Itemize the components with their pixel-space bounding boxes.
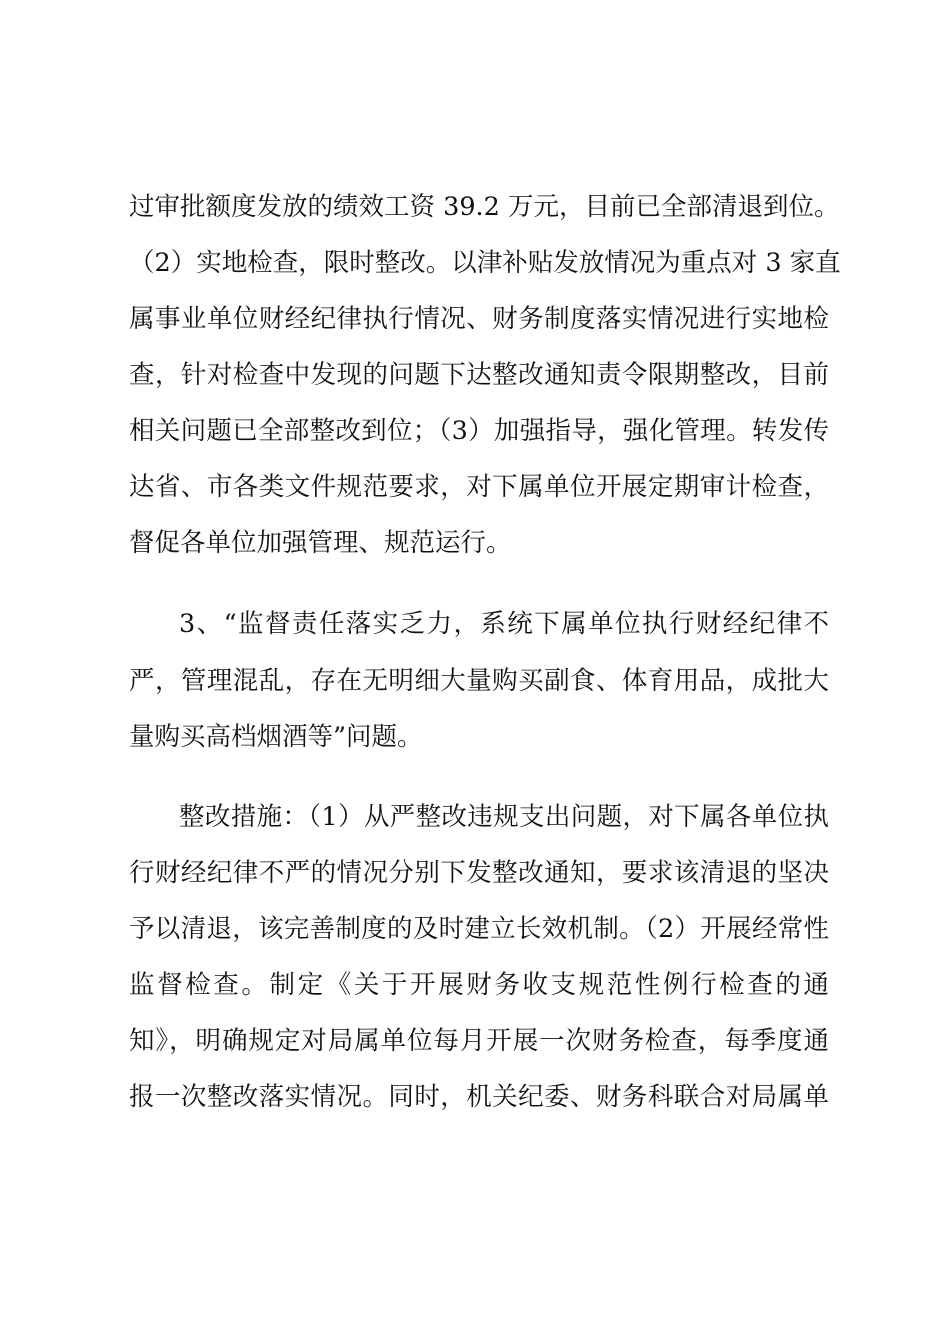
text-line-7: 督促各单位加强管理、规范运行。 (129, 528, 512, 558)
text-line-6: 达省、市各类文件规范要求，对下属单位开展定期审计检查， (129, 472, 829, 502)
text-line-11: 整改措施：（1）从严整改违规支出问题，对下属各单位执 (179, 802, 829, 832)
text-line-13: 予以清退，该完善制度的及时建立长效机制。（2）开展经常性 (129, 914, 829, 944)
text-line-14: 监督检查。制定《关于开展财务收支规范性例行检查的通 (129, 970, 829, 1000)
text-line-16: 报一次整改落实情况。同时，机关纪委、财务科联合对局属单 (129, 1082, 829, 1112)
text-line-12: 行财经纪律不严的情况分别下发整改通知，要求该清退的坚决 (129, 858, 829, 888)
text-line-15: 知》，明确规定对局属单位每月开展一次财务检查，每季度通 (129, 1026, 829, 1056)
text-line-5: 相关问题已全部整改到位；（3）加强指导，强化管理。转发传 (129, 416, 829, 446)
text-line-1: 过审批额度发放的绩效工资 39.2 万元，目前已全部清退到位。 (129, 192, 840, 222)
text-line-3: 属事业单位财经纪律执行情况、财务制度落实情况进行实地检 (129, 304, 829, 334)
text-line-9: 严，管理混乱，存在无明细大量购买副食、体育用品，成批大 (129, 666, 829, 696)
text-line-2: （2）实地检查，限时整改。以津补贴发放情况为重点对 3 家直 (129, 248, 841, 278)
text-line-4: 查，针对检查中发现的问题下达整改通知责令限期整改，目前 (129, 360, 829, 390)
text-line-10: 量购买高档烟酒等”问题。 (129, 722, 423, 752)
text-line-8: 3、“监督责任落实乏力，系统下属单位执行财经纪律不 (179, 609, 829, 639)
